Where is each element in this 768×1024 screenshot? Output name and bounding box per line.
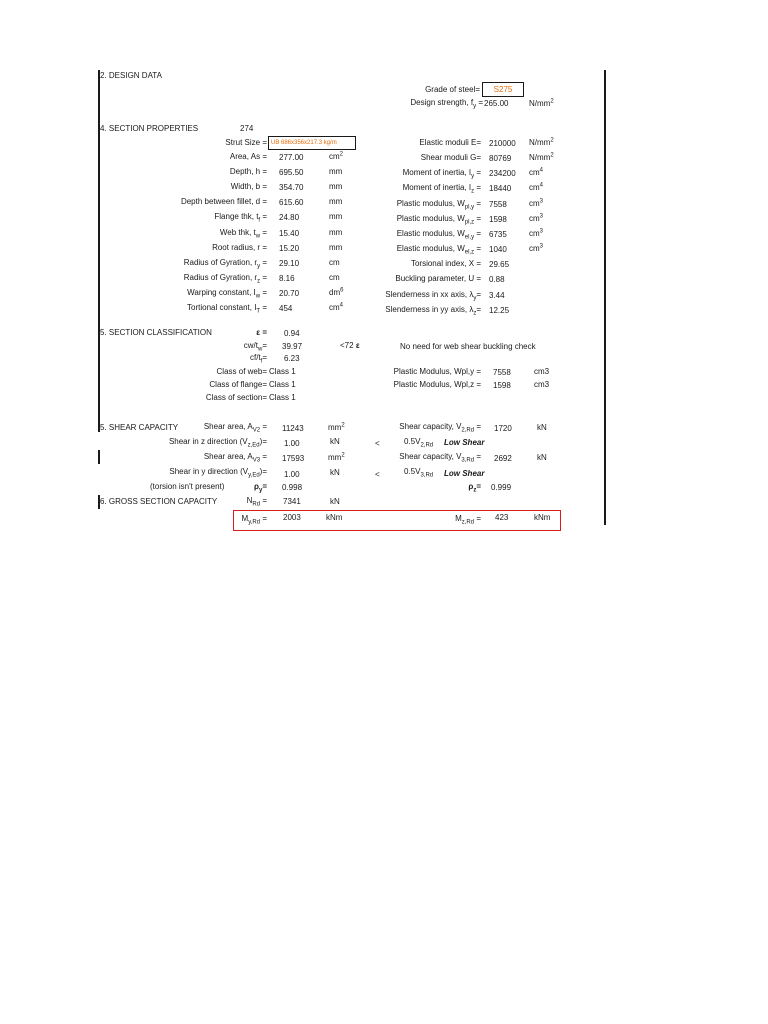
grade-label: Grade of steel= bbox=[425, 85, 480, 94]
section-id: 274 bbox=[240, 124, 254, 133]
wply-unit: cm3 bbox=[534, 367, 550, 376]
left-prop-value: 15.40 bbox=[279, 228, 300, 238]
av2-label: Shear area, $A_{V2}$ = bbox=[203, 422, 267, 434]
eps-label: ε = bbox=[256, 328, 267, 337]
flange-class-value: Class 1 bbox=[269, 380, 296, 389]
v2rd-unit: kN bbox=[537, 423, 547, 432]
left-prop-value: 615.60 bbox=[279, 198, 304, 208]
right-prop-unit: $N/mm^2$ bbox=[529, 152, 554, 163]
right-prop-label: Torsional index, X = bbox=[410, 259, 481, 269]
section-class-value: Class 1 bbox=[269, 393, 296, 402]
right-prop-label: Elastic moduli E= bbox=[419, 138, 481, 147]
web-class-value: Class 1 bbox=[269, 367, 296, 376]
right-prop-label: Moment of inertia, $I_z$ = bbox=[402, 183, 481, 196]
vz-unit: kN bbox=[330, 437, 340, 446]
right-prop-label: Elastic modulus, $W_{el,y}$ = bbox=[396, 228, 481, 241]
right-prop-value: 29.65 bbox=[489, 260, 510, 270]
my-label: $M_{y,Rd}$ = bbox=[241, 514, 267, 526]
half-v2: $0.5V_{2,Rd}$ bbox=[404, 437, 434, 449]
vy-unit: kN bbox=[330, 468, 340, 477]
left-prop-value: 354.70 bbox=[279, 183, 304, 193]
left-prop-value: 277.00 bbox=[279, 153, 304, 162]
left-rule-mid bbox=[98, 450, 100, 464]
right-prop-label: Slenderness in yy axis, $\lambda_z=$ bbox=[385, 304, 481, 317]
right-prop-value: 234200 bbox=[489, 169, 516, 179]
right-prop-label: Moment of inertia, $I_y$ = bbox=[402, 168, 481, 180]
nrd-value: 7341 bbox=[283, 497, 301, 506]
left-prop-value: 20.70 bbox=[279, 288, 300, 298]
left-prop-unit: mm bbox=[329, 182, 343, 192]
right-prop-value: 3.44 bbox=[489, 290, 505, 300]
grade-box bbox=[482, 82, 524, 97]
right-prop-value: 6735 bbox=[489, 229, 507, 239]
av3-label: Shear area, $A_{V3}$ = bbox=[203, 452, 267, 464]
nrd-label: $N_{Rd}$ = bbox=[246, 496, 267, 508]
web-note: No need for web shear buckling check bbox=[400, 342, 536, 351]
nrd-unit: kN bbox=[330, 497, 340, 506]
av3-unit: $mm^2$ bbox=[328, 452, 345, 462]
vz-lt: < bbox=[375, 439, 380, 448]
right-prop-value: 18440 bbox=[489, 184, 512, 194]
right-prop-value: 80769 bbox=[489, 154, 512, 164]
heading-design-data: 2. DESIGN DATA bbox=[100, 71, 162, 80]
wply-value: 7558 bbox=[493, 368, 511, 377]
left-prop-label: Radius of Gyration, $r_z$ = bbox=[183, 272, 267, 285]
right-prop-value: 1040 bbox=[489, 245, 507, 255]
left-prop-label: Radius of Gyration, $r_y$ = bbox=[183, 257, 267, 270]
left-prop-unit: cm bbox=[329, 257, 340, 267]
vz-label: Shear in z direction $(V_{z,Ed})=$ bbox=[168, 437, 267, 449]
v3rd-label: Shear capacity, $V_{3,Rd}$ = bbox=[399, 452, 481, 464]
rho-z-label: $\rho_z=$ bbox=[468, 482, 481, 494]
right-prop-unit: $cm^3$ bbox=[529, 197, 544, 208]
right-prop-label: Plastic modulus, $W_{pl,z}$ = bbox=[396, 213, 481, 226]
strength-value: 265.00 bbox=[484, 99, 509, 108]
right-prop-label: Buckling parameter, U = bbox=[395, 274, 481, 284]
right-prop-unit: $cm^3$ bbox=[529, 228, 544, 238]
mz-unit: kNm bbox=[534, 513, 551, 522]
wply-label: Plastic Modulus, Wpl,y = bbox=[393, 367, 481, 376]
right-rule bbox=[604, 70, 606, 525]
left-prop-label: Warping constant, $I_w$ = bbox=[187, 287, 267, 300]
low-shear-2: Low Shear bbox=[444, 469, 485, 478]
heading-section-properties: 4. SECTION PROPERTIES bbox=[100, 124, 199, 133]
left-prop-value: 695.50 bbox=[279, 168, 304, 178]
cw-label: $cw/t_w=$ bbox=[243, 341, 267, 353]
left-prop-value: 8.16 bbox=[279, 273, 295, 283]
right-prop-value: 7558 bbox=[489, 199, 507, 209]
mz-label: $M_{z,Rd}$ = bbox=[455, 514, 481, 526]
right-prop-value: 12.25 bbox=[489, 305, 510, 315]
rho-z-value: 0.999 bbox=[491, 483, 512, 492]
left-prop-unit: mm bbox=[329, 227, 343, 237]
wplz-unit: cm3 bbox=[534, 380, 550, 389]
vz-value: 1.00 bbox=[284, 439, 300, 448]
vy-lt: < bbox=[375, 470, 380, 479]
rho-y-value: 0.998 bbox=[282, 483, 303, 492]
rho-y-label: $\rho_y=$ bbox=[254, 482, 267, 494]
av3-value: 17593 bbox=[282, 454, 305, 463]
strength-unit: $N/mm^2$ bbox=[529, 98, 554, 108]
heading-gross: 6. GROSS SECTION CAPACITY bbox=[100, 497, 218, 506]
cw-value: 39.97 bbox=[282, 342, 303, 351]
left-prop-value: 15.20 bbox=[279, 243, 300, 253]
wplz-value: 1598 bbox=[493, 381, 511, 390]
cw-limit: <72 ε bbox=[340, 341, 360, 350]
left-prop-label: Depth, h = bbox=[229, 167, 267, 177]
right-prop-unit: $N/mm^2$ bbox=[529, 137, 554, 147]
my-value: 2003 bbox=[283, 513, 301, 522]
left-prop-value: 454 bbox=[279, 304, 293, 313]
left-prop-label: Flange thk, $t_f$ = bbox=[214, 212, 267, 224]
low-shear-1: Low Shear bbox=[444, 438, 485, 447]
av2-unit: $mm^2$ bbox=[328, 422, 345, 432]
half-v3: $0.5V_{3,Rd}$ bbox=[404, 467, 434, 479]
left-prop-unit: cm bbox=[329, 272, 340, 282]
left-prop-unit: mm bbox=[329, 212, 343, 222]
v3rd-unit: kN bbox=[537, 453, 547, 462]
strut-box bbox=[268, 136, 356, 150]
left-prop-unit: $dm^6$ bbox=[329, 287, 344, 297]
right-prop-unit: $cm^3$ bbox=[529, 213, 544, 223]
left-prop-label: Depth between fillet, d = bbox=[180, 197, 267, 207]
vy-value: 1.00 bbox=[284, 470, 300, 479]
cf-label: $cf/t_f=$ bbox=[249, 353, 267, 365]
left-prop-label: Tortional constant, $I_T$ = bbox=[187, 303, 267, 315]
cf-value: 6.23 bbox=[284, 354, 300, 363]
left-prop-label: Area, As = bbox=[229, 152, 267, 161]
left-prop-label: Width, b = bbox=[230, 182, 267, 192]
left-prop-value: 24.80 bbox=[279, 213, 300, 223]
wplz-label: Plastic Modulus, Wpl,z = bbox=[393, 380, 481, 389]
left-prop-unit: $cm^2$ bbox=[329, 151, 344, 161]
eps-value: 0.94 bbox=[284, 329, 300, 338]
section-class-label: Class of section= bbox=[205, 393, 267, 402]
grade-value: S275 bbox=[493, 85, 513, 94]
right-prop-label: Slenderness in xx axis, $\lambda_y=$ bbox=[385, 289, 481, 302]
right-prop-label: Elastic modulus, $W_{el,z}$ = bbox=[396, 244, 481, 256]
my-unit: kNm bbox=[326, 513, 343, 522]
v2rd-label: Shear capacity, $V_{2,Rd}$ = bbox=[399, 422, 481, 434]
vy-label: Shear in y direction $(V_{y,Ed})=$ bbox=[169, 467, 267, 479]
left-prop-label: Web thk, $t_w$ = bbox=[219, 227, 267, 240]
right-prop-label: Shear moduli G= bbox=[420, 153, 481, 163]
left-prop-unit: mm bbox=[329, 167, 343, 177]
av2-value: 11243 bbox=[282, 424, 304, 433]
left-prop-unit: mm bbox=[329, 197, 343, 207]
heading-shear: 5. SHEAR CAPACITY bbox=[100, 423, 179, 432]
strut-value: UB 686x356x217.3 kg/m bbox=[271, 140, 337, 146]
flange-class-label: Class of flange= bbox=[209, 380, 267, 389]
right-prop-value: 1598 bbox=[489, 214, 507, 224]
strut-label: Strut Size = bbox=[225, 138, 267, 147]
strength-label: Design strength, $f_y$ = bbox=[410, 98, 483, 110]
torsion-note: (torsion isn't present) bbox=[150, 482, 225, 491]
left-prop-unit: $cm^4$ bbox=[329, 302, 344, 312]
right-prop-unit: $cm^4$ bbox=[529, 167, 544, 178]
right-prop-value: 0.88 bbox=[489, 275, 505, 285]
right-prop-unit: $cm^4$ bbox=[529, 182, 544, 193]
v3rd-value: 2692 bbox=[494, 454, 512, 463]
mz-value: 423 bbox=[495, 513, 509, 522]
heading-classification: 5. SECTION CLASSIFICATION bbox=[100, 328, 212, 337]
right-prop-value: 210000 bbox=[489, 139, 516, 148]
left-prop-unit: mm bbox=[329, 242, 343, 252]
web-class-label: Class of web= bbox=[216, 367, 267, 376]
left-prop-value: 29.10 bbox=[279, 258, 300, 268]
left-prop-label: Root radius, r = bbox=[212, 242, 267, 252]
v2rd-value: 1720 bbox=[494, 424, 512, 433]
right-prop-label: Plastic modulus, $W_{pl,y}$ = bbox=[396, 198, 481, 211]
right-prop-unit: $cm^3$ bbox=[529, 243, 544, 254]
